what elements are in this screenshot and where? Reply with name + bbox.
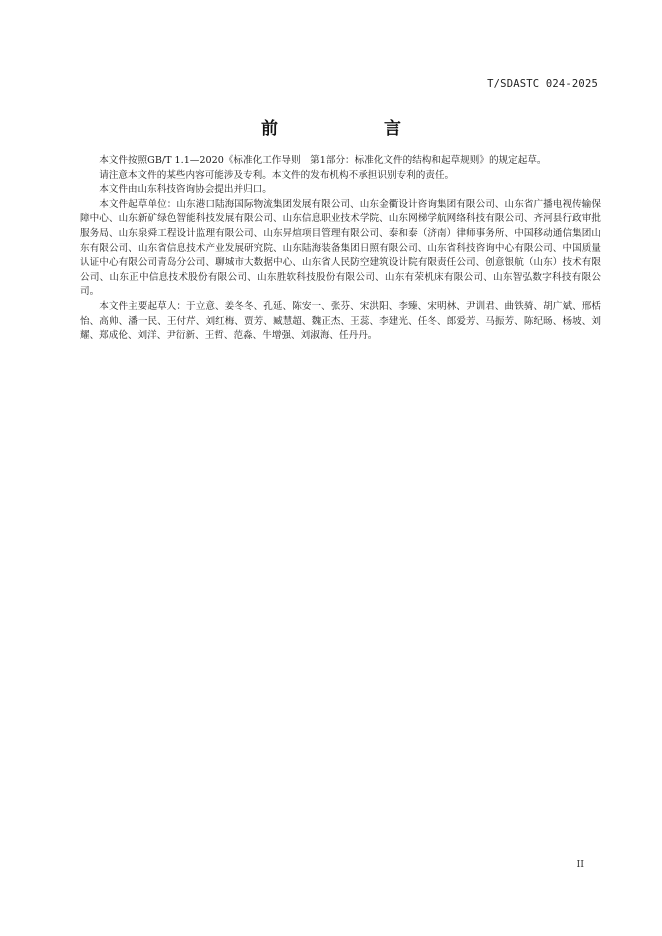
paragraph-drafters: 本文件主要起草人：于立意、姜冬冬、孔延、陈安一、张芬、宋洪阳、李臻、宋明林、尹训君、曲铁骑、胡广斌、邢栝怡、高帅、潘一民、王付芹、刘红梅、贾芳、臧慧超、魏正杰、王蕊、李建光、任冬、郎爱芳、马振芳、陈纪旸、杨坡、刘耀、郑成伦、刘洋、尹衍新、王哲、范淼、牛增强、刘淑海、任丹丹。 [80, 300, 601, 342]
paragraph-patent-notice: 请注意本文件的某些内容可能涉及专利。本文件的发布机构不承担识别专利的责任。 [99, 169, 455, 181]
paragraph-drafting-units: 本文件起草单位：山东港口陆海国际物流集团发展有限公司、山东金衢设计咨询集团有限公司、山东省广播电视传输保障中心、山东新矿绿色智能科技发展有限公司、山东信息职业技术学院、山东网梯学航网络科技有限公司、齐河县行政审批服务局、山东泉舜工程设计监理有限公司、山东昇煊项目管理有限公司、泰和泰（济南）律师事务所、中国移动通信集团山东有限公司、山东省信息技术产业发展研究院、山东陆海装备集团日照有限公司、山东省科技咨询中心有限公司、中国质量认证中心有限公司青岛分公司、聊城市大数据中心、山东省人民防空建筑设计院有限责任公司、创意银航（山东）技术有限公司、山东正中信息技术股份有限公司、山东胜软科技股份有限公司、山东有荣机床有限公司、山东智弘数字科技有限公司。 [80, 198, 601, 298]
paragraph-drafting-rules: 本文件按照GB/T 1.1—2020《标准化工作导则 第1部分：标准化文件的结构和起草规则》的规定起草。 [99, 155, 547, 166]
section-title: 前 言 [261, 119, 425, 139]
standard-code: T/SDASTC 024-2025 [487, 78, 598, 90]
paragraph-proposer: 本文件由山东科技咨询协会提出并归口。 [99, 184, 272, 196]
foreword-body [80, 154, 601, 344]
header-divider [78, 95, 598, 96]
page-number: II [576, 859, 584, 870]
